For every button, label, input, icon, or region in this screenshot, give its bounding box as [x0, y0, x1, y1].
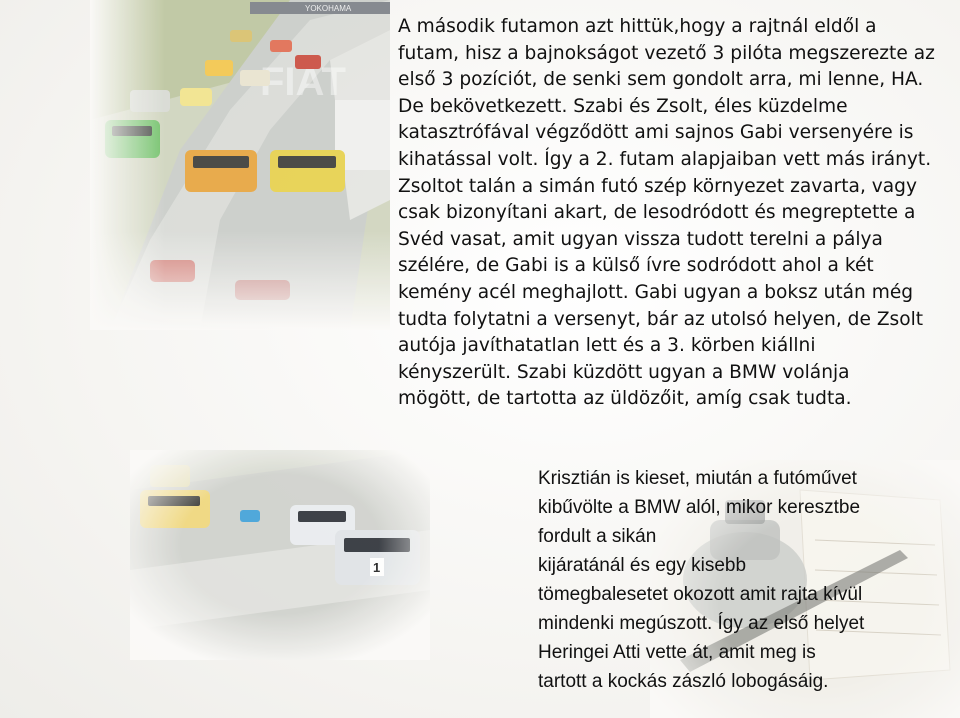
paragraph-line: De bekövetkezett. Szabi és Zsolt, éles küzdelme	[398, 95, 848, 117]
race-photo-top	[90, 0, 390, 330]
paragraph-line: kibűvölte a BMW alól, mikor keresztbe	[538, 497, 861, 518]
paragraph-line: kényszerült. Szabi küzdött ugyan a BMW volánja	[398, 361, 850, 383]
paragraph-line: katasztrófával végződött ami sajnos Gabi versenyére is	[398, 122, 914, 144]
paragraph-line: csak bizonyítani akart, de lesodródott és megreptette a	[398, 202, 916, 224]
paragraph-line: futam, hisz a bajnokságot vezető 3 pilóta megszerezte az	[398, 42, 935, 64]
paragraph-line: szélére, de Gabi is a külső ívre sodródott ahol a két	[398, 255, 874, 277]
paragraph-line: autója javíthatatlan lett és a 3. körben kiállni	[398, 335, 816, 357]
paragraph-line: kihatással volt. Így a 2. futam alapjaiban vett más irányt.	[398, 148, 932, 170]
paragraph-line: fordult a sikán	[538, 526, 657, 547]
paragraph-line: Svéd vasat, amit ugyan vissza tudott terelni a pálya	[398, 228, 883, 250]
paragraph-line: mögött, de tartotta az üldözőit, amíg csak tudta.	[398, 388, 852, 410]
race-photo-bottom	[130, 450, 430, 660]
paragraph-line: Krisztián is kieset, miután a futóművet	[538, 468, 857, 489]
paragraph-line: tudta folytatni a versenyt, bár az utolsó helyen, de Zsolt	[398, 308, 924, 330]
main-paragraph	[398, 14, 948, 413]
paragraph-line: Zsoltot talán a simán futó szép környezet zavarta, vagy	[398, 175, 917, 197]
second-paragraph	[538, 464, 938, 696]
paragraph-line: mindenki megúszott. Így az első helyet	[538, 613, 865, 634]
paragraph-line: Heringei Atti vette át, amit meg is	[538, 642, 816, 663]
paragraph-line: A második futamon azt hittük,hogy a rajtnál eldől a	[398, 16, 877, 37]
paragraph-line: kijáratánál és egy kisebb	[538, 555, 747, 576]
race-photo-bottom-drawing	[130, 450, 430, 660]
paragraph-line: tartott a kockás zászló lobogásáig.	[538, 671, 829, 692]
paragraph-line: kemény acél meghajlott. Gabi ugyan a boksz után még	[398, 281, 914, 303]
race-photo-top-drawing	[90, 0, 390, 330]
paragraph-line: tömegbalesetet okozott amit rajta kívül	[538, 584, 863, 605]
paragraph-line: első 3 pozíciót, de senki sem gondolt arra, mi lenne, HA.	[398, 69, 924, 91]
